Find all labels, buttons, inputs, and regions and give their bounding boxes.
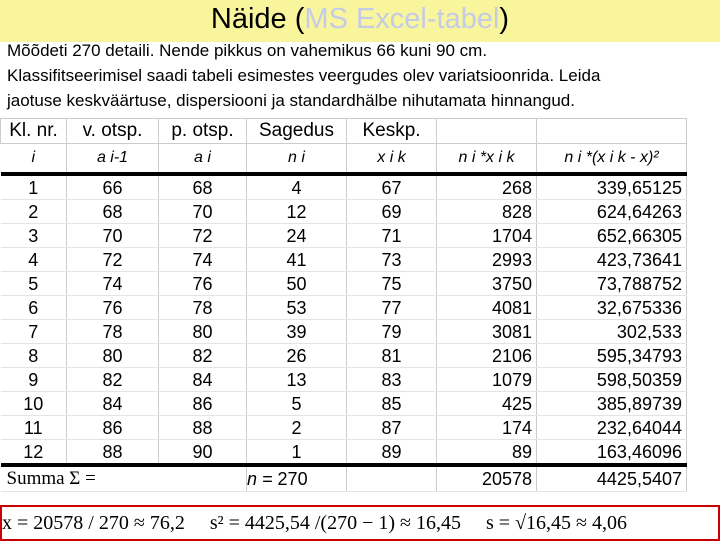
table-cell: 71 xyxy=(347,224,437,248)
table-cell: 73 xyxy=(347,248,437,272)
table-cell: 174 xyxy=(437,416,537,440)
table-cell: 3 xyxy=(1,224,67,248)
table-row xyxy=(1,320,687,344)
table-cell: 76 xyxy=(67,296,159,320)
table-cell: 302,533 xyxy=(537,320,687,344)
table-cell: 74 xyxy=(67,272,159,296)
table-cell: 72 xyxy=(67,248,159,272)
table-cell: 41 xyxy=(247,248,347,272)
table-cell: i xyxy=(1,144,67,175)
stddev-formula: s = √16,45 ≈ 4,06 xyxy=(486,512,628,534)
title-close: ) xyxy=(499,3,510,35)
table-cell: 24 xyxy=(247,224,347,248)
table-cell: 32,675336 xyxy=(537,296,687,320)
table-cell: 76 xyxy=(159,272,247,296)
table-cell: 39 xyxy=(247,320,347,344)
table-row xyxy=(1,392,687,416)
table-row xyxy=(1,144,687,175)
problem-text xyxy=(7,38,600,113)
table-cell: 89 xyxy=(347,440,437,466)
table-cell: 624,64263 xyxy=(537,200,687,224)
table-cell: 12 xyxy=(1,440,67,466)
sum-nx: 20578 xyxy=(437,465,537,492)
table-cell: 67 xyxy=(347,174,437,200)
result-formulas xyxy=(0,505,720,541)
sum-sq: 4425,5407 xyxy=(537,465,687,492)
table-cell: 78 xyxy=(67,320,159,344)
table-cell: 652,66305 xyxy=(537,224,687,248)
table-cell: 72 xyxy=(159,224,247,248)
table-cell: 5 xyxy=(247,392,347,416)
table-cell: 82 xyxy=(67,368,159,392)
table-cell: 12 xyxy=(247,200,347,224)
variance-formula: s² = 4425,54 /(270 − 1) ≈ 16,45 xyxy=(209,512,462,534)
table-cell: Keskp. xyxy=(347,119,437,144)
table-cell: 89 xyxy=(437,440,537,466)
table-cell: 1 xyxy=(247,440,347,466)
table-cell: 7 xyxy=(1,320,67,344)
table-row xyxy=(1,248,687,272)
table-cell: 425 xyxy=(437,392,537,416)
table-cell: 87 xyxy=(347,416,437,440)
mean-formula: x = 20578 / 270 ≈ 76,2 xyxy=(2,512,185,534)
table-cell: 2 xyxy=(1,200,67,224)
table-cell: 4081 xyxy=(437,296,537,320)
table-cell: 5 xyxy=(1,272,67,296)
table-cell: 828 xyxy=(437,200,537,224)
table-cell: 232,64044 xyxy=(537,416,687,440)
table-cell: 73,788752 xyxy=(537,272,687,296)
sum-label: Summa Σ = xyxy=(1,465,247,492)
table-cell: 70 xyxy=(159,200,247,224)
table-cell: 74 xyxy=(159,248,247,272)
table-row xyxy=(1,224,687,248)
table-row xyxy=(1,174,687,200)
table-cell: 53 xyxy=(247,296,347,320)
table-cell: 3750 xyxy=(437,272,537,296)
table-cell: 80 xyxy=(67,344,159,368)
table-cell: 68 xyxy=(67,200,159,224)
table-cell: 84 xyxy=(67,392,159,416)
table-cell: 50 xyxy=(247,272,347,296)
table-cell: x i k xyxy=(347,144,437,175)
table-row xyxy=(1,416,687,440)
table-cell: 86 xyxy=(67,416,159,440)
table-row xyxy=(1,296,687,320)
table-cell: 70 xyxy=(67,224,159,248)
table-cell: 84 xyxy=(159,368,247,392)
table-cell: 86 xyxy=(159,392,247,416)
n-total xyxy=(247,465,347,492)
table-cell: 1 xyxy=(1,174,67,200)
table-cell: 598,50359 xyxy=(537,368,687,392)
table-cell: 268 xyxy=(437,174,537,200)
slide-title xyxy=(0,2,720,36)
table-cell: 163,46096 xyxy=(537,440,687,466)
table-cell xyxy=(537,119,687,144)
table-cell: 595,34793 xyxy=(537,344,687,368)
table-cell: 4 xyxy=(1,248,67,272)
table-cell xyxy=(437,119,537,144)
table-cell: 4 xyxy=(247,174,347,200)
table-cell: Kl. nr. xyxy=(1,119,67,144)
table-cell: 88 xyxy=(67,440,159,466)
table-cell: 88 xyxy=(159,416,247,440)
table-cell: 79 xyxy=(347,320,437,344)
table-cell: 68 xyxy=(159,174,247,200)
table-cell: 75 xyxy=(347,272,437,296)
table-cell: 385,89739 xyxy=(537,392,687,416)
table-cell: n i *x i k xyxy=(437,144,537,175)
table-cell: a i-1 xyxy=(67,144,159,175)
n-label: n = xyxy=(247,469,273,489)
table-cell: n i xyxy=(247,144,347,175)
table-row xyxy=(1,344,687,368)
table-cell: 66 xyxy=(67,174,159,200)
table-cell: 83 xyxy=(347,368,437,392)
empty-cell xyxy=(347,465,437,492)
table-cell: 8 xyxy=(1,344,67,368)
table-row xyxy=(1,465,687,492)
table-row xyxy=(1,440,687,466)
table-cell: p. otsp. xyxy=(159,119,247,144)
table-cell: 10 xyxy=(1,392,67,416)
table-cell: 423,73641 xyxy=(537,248,687,272)
table-cell: 81 xyxy=(347,344,437,368)
table-row xyxy=(1,368,687,392)
table-cell: n i *(x i k - x)² xyxy=(537,144,687,175)
table-cell: 2106 xyxy=(437,344,537,368)
table-cell: 2993 xyxy=(437,248,537,272)
table-cell: 90 xyxy=(159,440,247,466)
table-cell: Sagedus xyxy=(247,119,347,144)
table-cell: 1079 xyxy=(437,368,537,392)
table-cell: 13 xyxy=(247,368,347,392)
table-cell: 9 xyxy=(1,368,67,392)
table-cell: 85 xyxy=(347,392,437,416)
table-cell: 339,65125 xyxy=(537,174,687,200)
table-cell: 3081 xyxy=(437,320,537,344)
table-cell: 11 xyxy=(1,416,67,440)
table-cell: 26 xyxy=(247,344,347,368)
table-cell: 6 xyxy=(1,296,67,320)
table-cell: 77 xyxy=(347,296,437,320)
table-cell: v. otsp. xyxy=(67,119,159,144)
table-cell: 2 xyxy=(247,416,347,440)
table-cell: 69 xyxy=(347,200,437,224)
table-row xyxy=(1,119,687,144)
table-row xyxy=(1,272,687,296)
excel-link[interactable]: MS Excel-tabel xyxy=(304,3,500,35)
title-text: Näide ( xyxy=(210,3,305,35)
table-cell: 78 xyxy=(159,296,247,320)
intro-line: jaotuse keskväärtuse, dispersiooni ja standardhälbe nihutamata hinnangud. xyxy=(7,91,575,110)
table-row xyxy=(1,200,687,224)
frequency-table xyxy=(0,118,687,492)
table-cell: 80 xyxy=(159,320,247,344)
intro-line: Mõõdeti 270 detaili. Nende pikkus on vahemikus 66 kuni 90 cm. xyxy=(7,41,488,60)
table-cell: 82 xyxy=(159,344,247,368)
intro-line: Klassifitseerimisel saadi tabeli esimestes veergudes olev variatsioonrida. Leida xyxy=(7,66,601,85)
table-cell: 1704 xyxy=(437,224,537,248)
n-value: 270 xyxy=(277,469,308,489)
table-cell: a i xyxy=(159,144,247,175)
